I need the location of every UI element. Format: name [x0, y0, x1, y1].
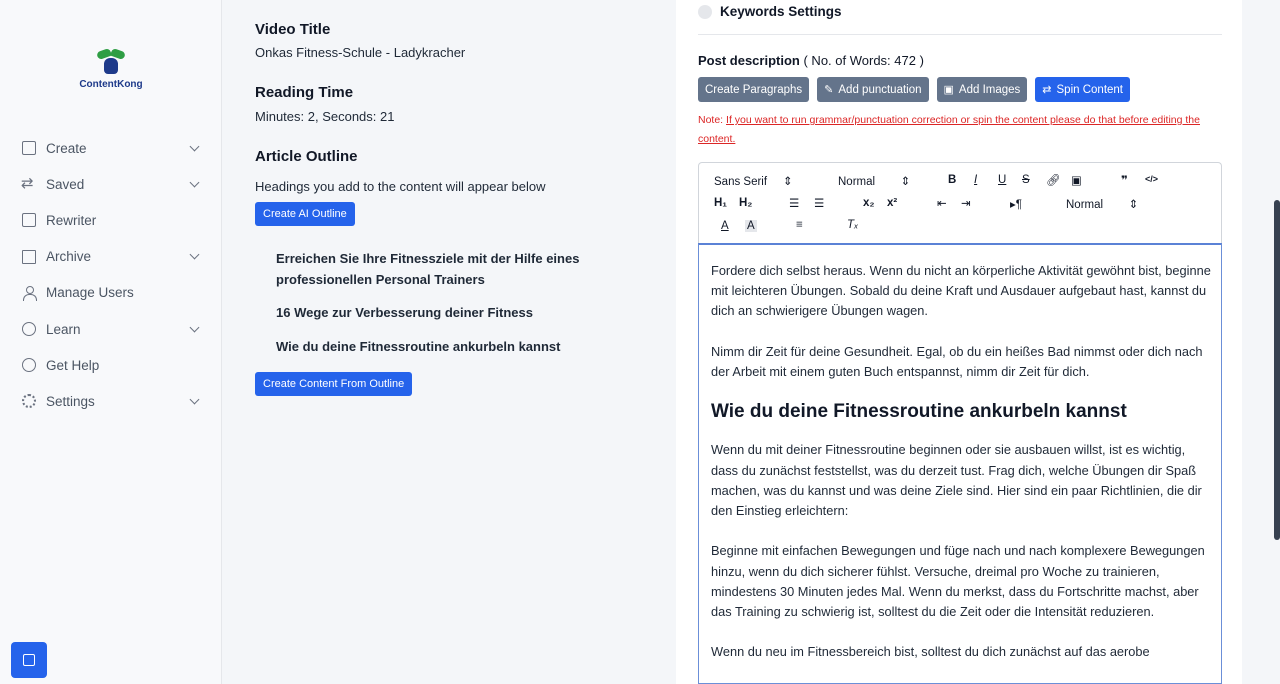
archive-icon — [22, 250, 36, 264]
scrollbar[interactable] — [1274, 200, 1280, 540]
editor-panel — [676, 0, 1242, 684]
add-images-button[interactable] — [937, 77, 1028, 102]
sidebar-item-label: Settings — [46, 393, 95, 409]
sidebar-item-label: Manage Users — [46, 285, 134, 301]
sidebar-item-learn[interactable] — [0, 311, 222, 347]
blockquote-button[interactable]: ❞ — [1121, 175, 1128, 187]
sidebar-item-rewriter[interactable] — [0, 202, 222, 238]
rtl-button[interactable]: ▸¶ — [1010, 199, 1022, 211]
editor-heading: Wie du deine Fitnessroutine ankurbeln kannst — [711, 401, 1127, 423]
italic-button[interactable]: I — [974, 174, 978, 186]
keywords-settings-label: Keywords Settings — [720, 4, 842, 19]
sidebar-item-label: Archive — [46, 249, 92, 265]
sidebar-nav — [0, 130, 222, 420]
strike-button[interactable]: S — [1022, 174, 1030, 186]
h1-button[interactable]: H₁ — [714, 197, 728, 209]
lifebuoy-icon — [22, 358, 36, 372]
article-info-panel — [240, 0, 676, 684]
outline-heading: Article Outline — [255, 148, 358, 165]
word-count: ( No. of Words: 472 ) — [803, 53, 924, 68]
user-icon — [22, 286, 36, 300]
sidebar-item-manage-users[interactable] — [0, 275, 222, 311]
sidebar-item-get-help[interactable] — [0, 347, 222, 383]
ordered-list-icon[interactable]: ☰ — [789, 198, 800, 210]
create-paragraphs-button[interactable] — [698, 77, 809, 102]
add-images-label: Add Images — [958, 83, 1021, 96]
logo-icon — [96, 50, 126, 76]
spin-content-label: Spin Content — [1056, 83, 1124, 96]
image-fab-button[interactable] — [11, 642, 47, 678]
document-icon — [22, 213, 36, 227]
sidebar-item-label: Rewriter — [46, 212, 97, 228]
font-select[interactable]: Sans Serif ⇕ — [714, 176, 793, 188]
align-select[interactable]: Normal ⇕ — [1066, 199, 1139, 211]
superscript-button[interactable]: x² — [887, 197, 898, 209]
size-select-value: Normal — [838, 176, 876, 188]
note-link[interactable]: If you want to run grammar/punctuation correction or spin the content please do that before editing the content. — [698, 114, 1200, 145]
note — [698, 111, 1218, 149]
sidebar-item-label: Saved — [46, 176, 85, 192]
h2-button[interactable]: H₂ — [739, 197, 753, 209]
add-punctuation-label: Add punctuation — [838, 83, 922, 96]
align-select-value: Normal — [1066, 199, 1104, 211]
sidebar-item-label: Learn — [46, 321, 81, 337]
size-select[interactable]: Normal ⇕ — [838, 176, 911, 188]
editor-paragraph: Nimm dir Zeit für deine Gesundheit. Egal, ob du ein heißes Bad nimmst oder dich nach der Arbeit mit einem guten Buch entspannst, nimm dir Zeit für dich. — [711, 343, 1203, 379]
editor-paragraph: Wenn du mit deiner Fitnessroutine beginnen oder sie ausbauen willst, ist es wichtig, dass du zunächst feststellst, was du derzeit tust. Frag dich, welche Übungen dir Spaß machen, was du kannst und was deine Ziele sind. Hier sind ein paar Richtlinien, die dir den Einstieg erleichtern: — [711, 442, 1202, 518]
code-button[interactable]: </> — [1145, 174, 1159, 184]
gear-icon — [22, 394, 36, 408]
image-icon: ▣ — [943, 84, 954, 96]
reading-time: Minutes: 2, Seconds: 21 — [255, 109, 395, 124]
underline-button[interactable]: U — [998, 174, 1007, 186]
editor-paragraph: Wenn du neu im Fitnessbereich bist, solltest du dich zunächst auf das aerobe — [711, 644, 1150, 660]
post-description-label — [698, 53, 924, 68]
swap-icon — [22, 177, 36, 191]
editor-toolbar — [698, 162, 1222, 244]
chevron-down-icon — [190, 250, 200, 260]
bullet-list-icon[interactable]: ☰ — [814, 198, 825, 210]
video-title: Onkas Fitness-Schule - Ladykracher — [255, 45, 466, 60]
create-ai-outline-button[interactable]: Create AI Outline — [255, 202, 355, 226]
video-title-heading: Video Title — [255, 21, 331, 38]
image-icon — [23, 654, 35, 666]
info-icon — [22, 322, 36, 336]
keywords-settings-toggle[interactable] — [698, 4, 842, 19]
sidebar-item-saved[interactable] — [0, 166, 222, 202]
sidebar-item-label: Get Help — [46, 357, 100, 373]
editor-paragraph: Fordere dich selbst heraus. Wenn du nicht an körperliche Aktivität gewöhnt bist, beginne mit leichteren Übungen. Sobald du deine Kraft und Ausdauer aufgebaut hast, kannst du dich an schwierigere Übungen wagen. — [711, 263, 1211, 319]
toggle-icon — [698, 5, 712, 19]
sidebar-item-archive[interactable] — [0, 239, 222, 275]
content-tools — [698, 77, 1130, 102]
create-content-from-outline-button[interactable]: Create Content From Outline — [255, 372, 412, 396]
chevron-down-icon — [190, 394, 200, 404]
text-color-button[interactable]: A — [721, 220, 729, 232]
align-icon[interactable]: ≡ — [796, 219, 803, 231]
content-editor[interactable] — [698, 243, 1222, 684]
divider — [698, 34, 1222, 35]
note-prefix: Note: — [698, 114, 724, 126]
outline-item[interactable]: 16 Wege zur Verbesserung deiner Fitness — [276, 305, 533, 320]
add-punctuation-button[interactable] — [817, 77, 928, 102]
indent-icon[interactable]: ⇥ — [961, 198, 971, 210]
editor-paragraph: Beginne mit einfachen Bewegungen und füge nach und nach komplexere Bewegungen hinzu, wenn du dich sicherer fühlst. Versuche, dreimal pro Woche zu trainieren, mindestens 30 Minuten jedes Mal. Wenn du merkst, dass du Fortschritte machst, aber das Training zu schwierig ist, solltest du die Zeit oder die Intensität reduzieren. — [711, 543, 1205, 619]
logo-text: ContentKong — [79, 79, 143, 90]
reading-time-heading: Reading Time — [255, 84, 354, 101]
outdent-icon[interactable]: ⇤ — [937, 198, 947, 210]
font-select-value: Sans Serif — [714, 176, 768, 188]
refresh-icon: ⇄ — [1042, 84, 1052, 96]
sidebar-item-settings[interactable] — [0, 383, 222, 419]
link-icon[interactable]: 🔗︎ — [1046, 175, 1061, 187]
pencil-icon: ✎ — [824, 84, 834, 96]
file-plus-icon — [22, 141, 36, 155]
image-icon[interactable]: ▣ — [1071, 175, 1082, 187]
bold-button[interactable]: B — [948, 174, 957, 186]
logo[interactable] — [78, 50, 144, 90]
spin-content-button[interactable] — [1035, 77, 1130, 102]
sidebar-item-label: Create — [46, 140, 87, 156]
chevron-down-icon — [190, 322, 200, 332]
chevron-down-icon — [190, 177, 200, 187]
background-color-button[interactable]: A — [747, 220, 755, 232]
post-description-title: Post description — [698, 53, 800, 68]
clear-format-button[interactable]: Tₓ — [847, 219, 859, 231]
outline-item[interactable]: Erreichen Sie Ihre Fitnessziele mit der Hilfe eines professionellen Personal Trainers — [276, 251, 580, 287]
create-paragraphs-label: Create Paragraphs — [705, 83, 803, 96]
outline-hint: Headings you add to the content will appear below — [255, 179, 546, 194]
outline-item[interactable]: Wie du deine Fitnessroutine ankurbeln kannst — [276, 339, 561, 354]
sidebar-item-create[interactable] — [0, 130, 222, 166]
chevron-down-icon — [190, 141, 200, 151]
subscript-button[interactable]: x₂ — [863, 197, 875, 209]
sidebar — [0, 0, 222, 684]
editor-body[interactable] — [711, 261, 1211, 683]
